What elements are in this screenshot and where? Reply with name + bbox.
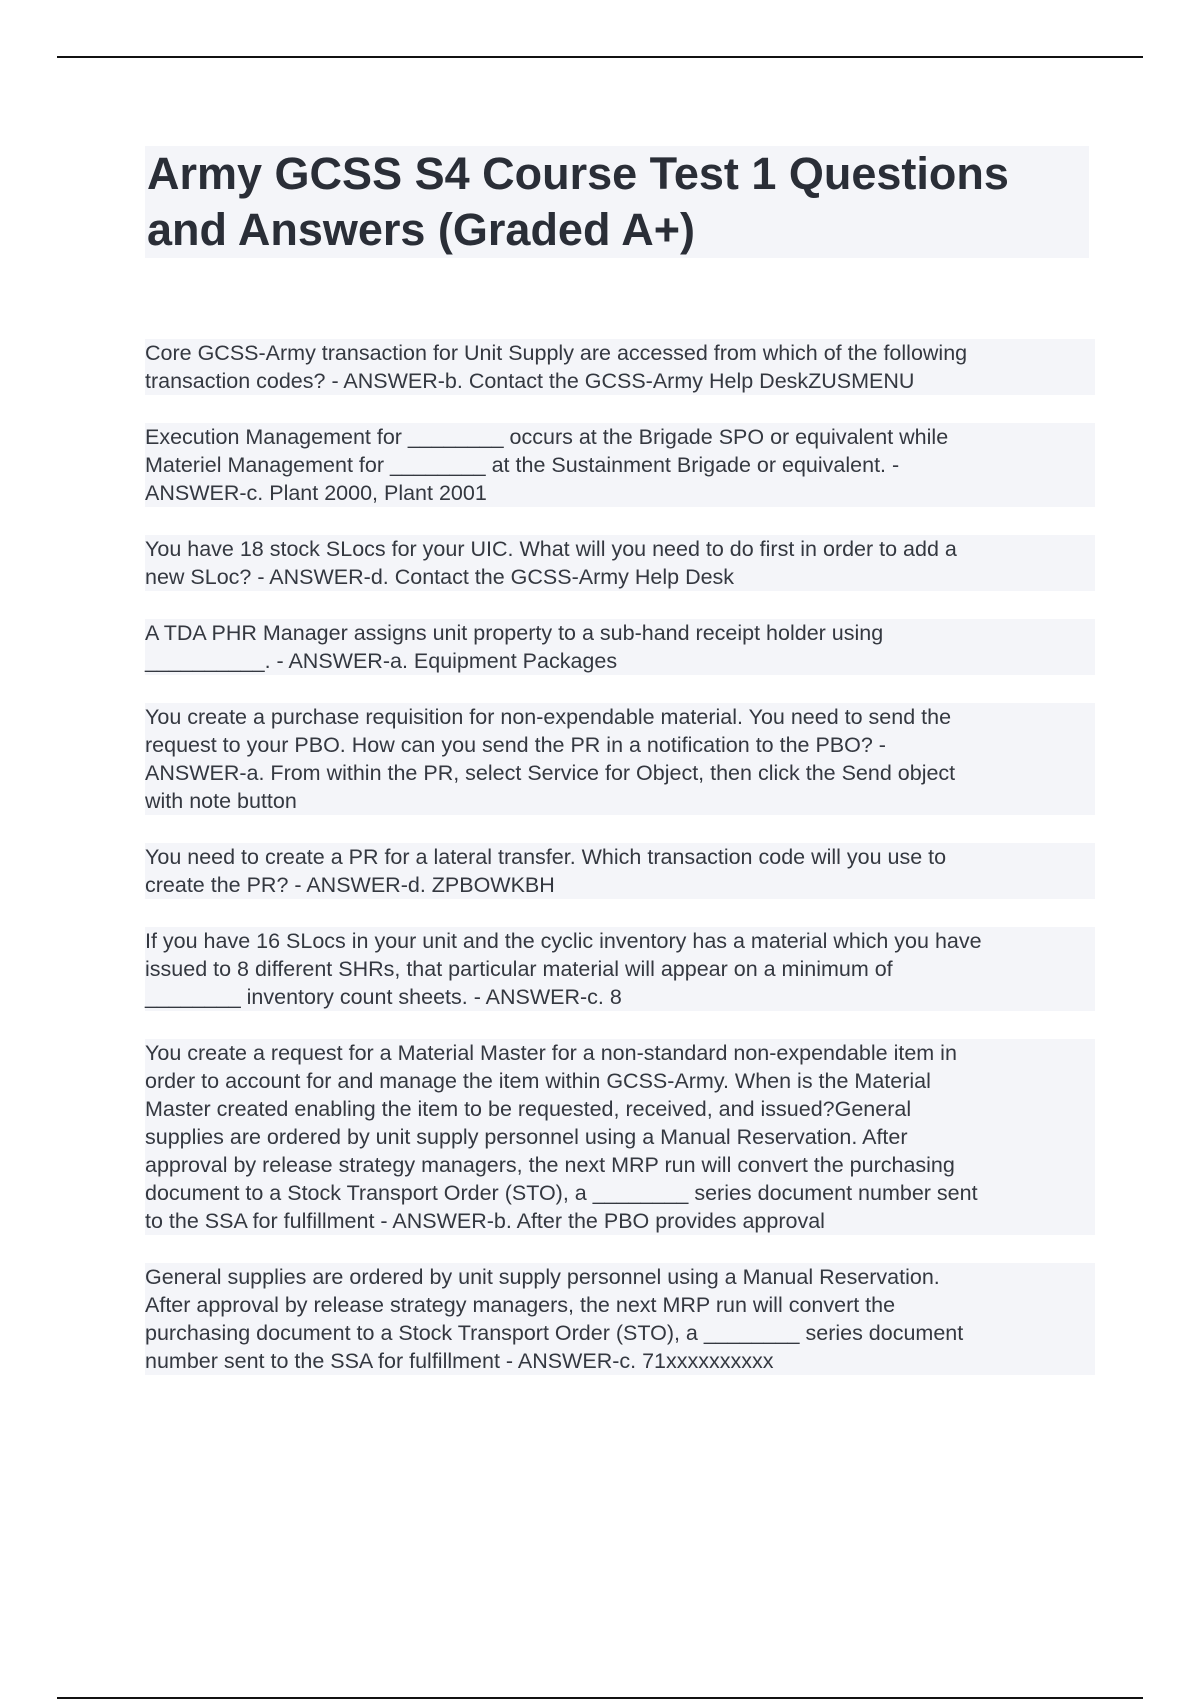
title-block [145,146,1089,258]
qa-item: You create a request for a Material Master for a non-standard non-expendable item in order to account for and manage the item within GCSS-Army. When is the Material Master created enabling the item to be requested, received, and issued?General supplies are ordered by unit supply personnel using a Manual Reservation. After approval by release strategy managers, the next MRP run will convert the purchasing document to a Stock Transport Order (STO), a ________ series document number sent to the SSA for fulfillment - ANSWER-b. After the PBO provides approval [145,1039,1095,1235]
qa-item: Execution Management for ________ occurs at the Brigade SPO or equivalent while Materiel Management for ________ at the Sustainment Brigade or equivalent. - ANSWER-c. Plant 2000, Plant 2001 [145,423,1095,507]
qa-item: A TDA PHR Manager assigns unit property to a sub-hand receipt holder using __________. - ANSWER-a. Equipment Packages [145,619,1095,675]
qa-item: You need to create a PR for a lateral transfer. Which transaction code will you use to create the PR? - ANSWER-d. ZPBOWKBH [145,843,1095,899]
qa-item: General supplies are ordered by unit supply personnel using a Manual Reservation. After approval by release strategy managers, the next MRP run will convert the purchasing document to a Stock Transport Order (STO), a ________ series document number sent to the SSA for fulfillment - ANSWER-c. 71xxxxxxxxxx [145,1263,1095,1375]
qa-item: You create a purchase requisition for non-expendable material. You need to send the request to your PBO. How can you send the PR in a notification to the PBO? - ANSWER-a. From within the PR, select Service for Object, then click the Send object with note button [145,703,1095,815]
qa-list [145,339,1095,1403]
document-title: Army GCSS S4 Course Test 1 Questions and Answers (Graded A+) [147,148,1009,255]
qa-item: Core GCSS-Army transaction for Unit Supply are accessed from which of the following transaction codes? - ANSWER-b. Contact the GCSS-Army Help DeskZUSMENU [145,339,1095,395]
top-divider [57,56,1143,58]
qa-item: You have 18 stock SLocs for your UIC. What will you need to do first in order to add a new SLoc? - ANSWER-d. Contact the GCSS-Army Help Desk [145,535,1095,591]
bottom-divider [57,1697,1143,1699]
qa-item: If you have 16 SLocs in your unit and the cyclic inventory has a material which you have issued to 8 different SHRs, that particular material will appear on a minimum of ________ inventory count sheets. - ANSWER-c. 8 [145,927,1095,1011]
